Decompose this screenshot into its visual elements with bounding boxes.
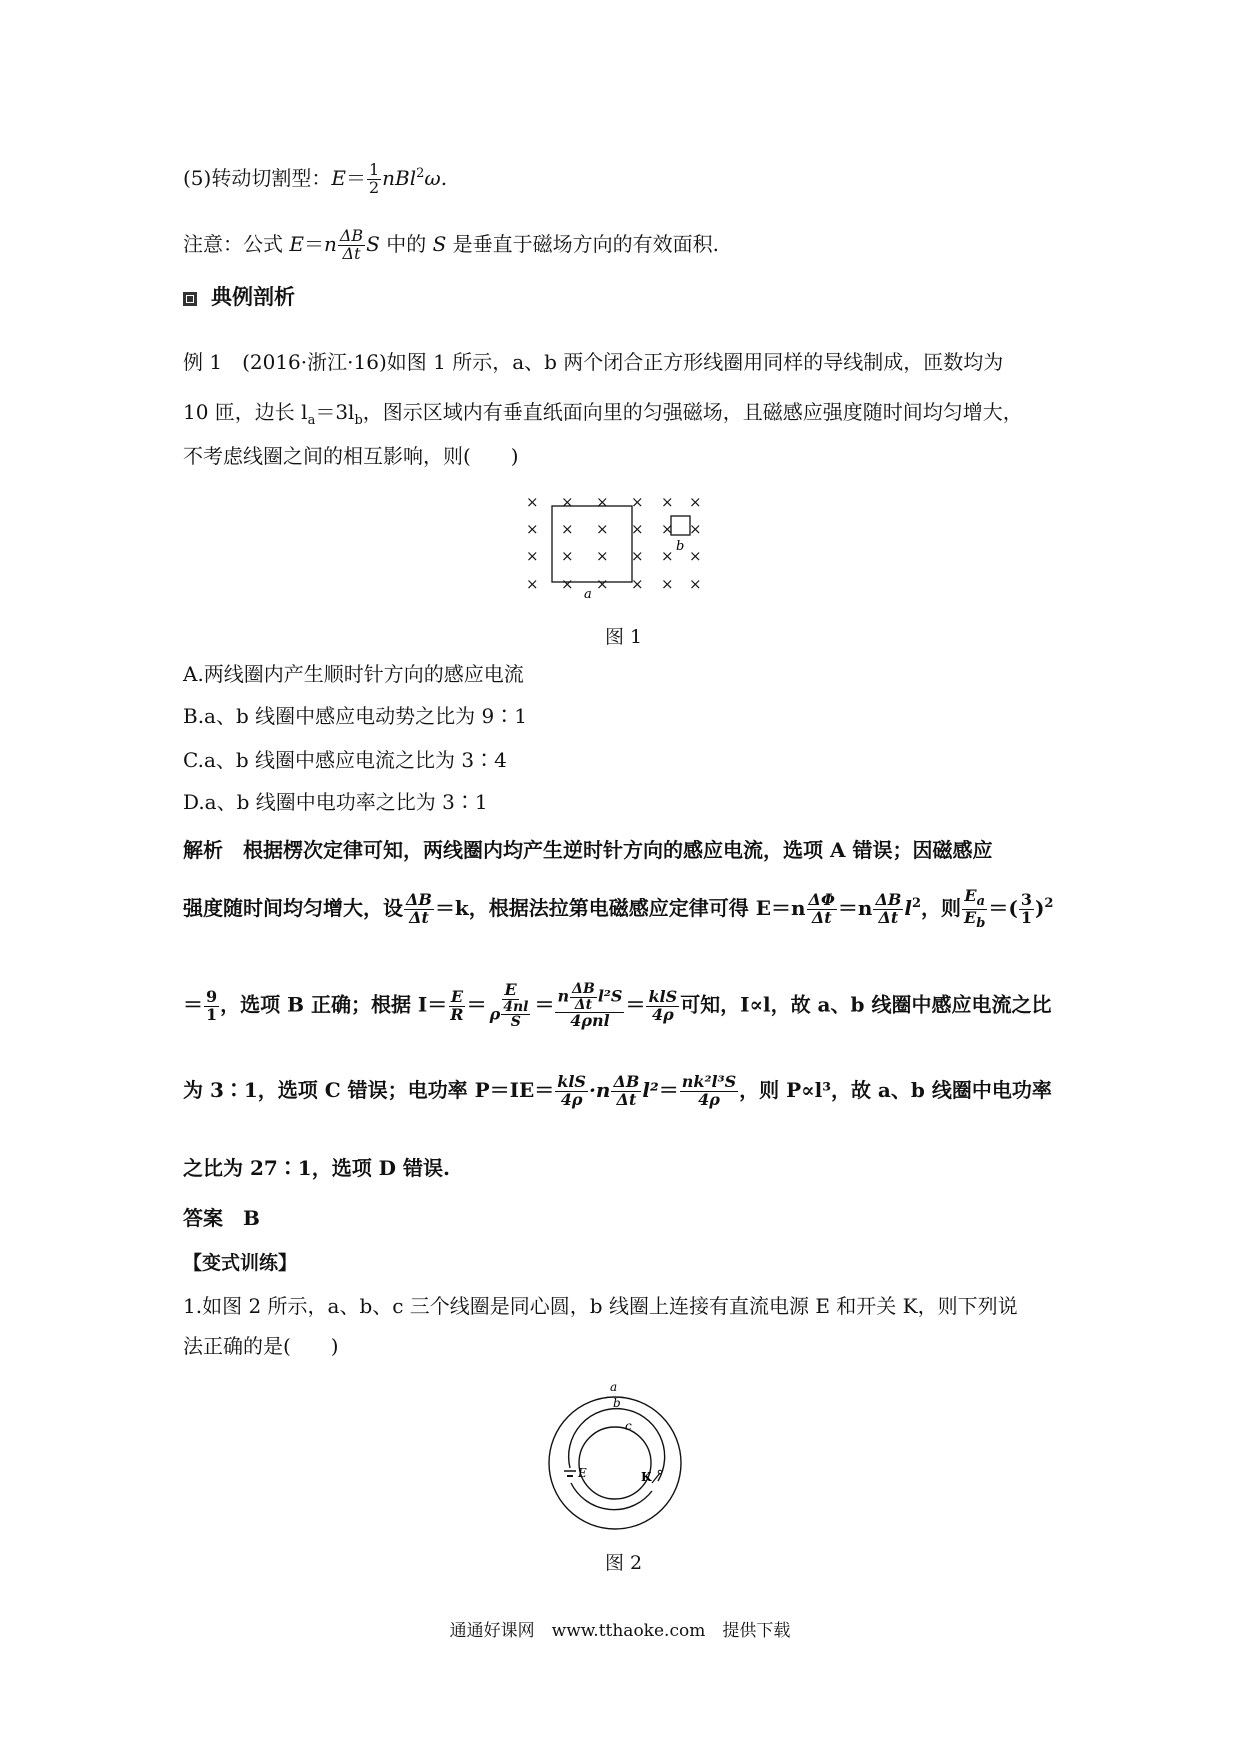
coil-c-circle xyxy=(579,1427,651,1499)
field-cross: × xyxy=(689,575,702,593)
fraction-Ea-Eb xyxy=(962,888,987,931)
fraction-numerator xyxy=(555,982,624,1013)
coil-c-label: c xyxy=(625,1419,632,1433)
fraction-numerator: ΔΦ xyxy=(808,890,835,910)
fraction-dphi-dt xyxy=(807,892,837,927)
field-cross: × xyxy=(631,493,644,511)
fraction-denominator: 4ρ xyxy=(560,1089,583,1109)
figure-2-caption: 图 2 xyxy=(605,1552,643,1574)
note-s: S xyxy=(366,231,380,256)
field-cross: × xyxy=(561,520,574,538)
analysis-4-a: 为 3∶1，选项 C 错误；电功率 P＝IE＝ xyxy=(183,1077,555,1102)
coil-a-label: a xyxy=(610,1380,618,1394)
fraction-klS-4rho-2 xyxy=(555,1074,588,1109)
fraction-denominator: 4ρ xyxy=(651,1004,674,1024)
analysis-2-l: l xyxy=(904,895,912,920)
analysis-line-2 xyxy=(183,888,1053,931)
figure-1-caption: 图 1 xyxy=(605,626,643,648)
analysis-2-sup: 2 xyxy=(912,896,922,912)
analysis-line-5: 之比为 27∶1，选项 D 错误. xyxy=(183,1156,450,1180)
field-cross: × xyxy=(526,520,539,538)
example-1-line-1: 例 1 (2016·浙江·16)如图 1 所示，a、b 两个闭合正方形线圈用同样的导线制成，匝数均为 xyxy=(183,350,1004,374)
field-cross: × xyxy=(661,493,674,511)
note-lhs: E xyxy=(289,231,304,256)
Eb-sub: b xyxy=(976,916,986,932)
formula-5-fraction xyxy=(367,162,381,197)
fraction-numerator: 4nl xyxy=(503,998,529,1015)
eq-sign: ＝ xyxy=(625,992,646,1017)
analysis-2-mid: ＝k，根据法拉第电磁感应定律可得 E＝n xyxy=(434,895,806,920)
example-1-sub-a: a xyxy=(307,413,316,428)
note-prefix: 注意：公式 xyxy=(183,231,290,256)
fraction-dB-dt-3 xyxy=(611,1074,641,1109)
note-suffix-1: 中的 xyxy=(379,231,433,256)
fraction-numerator: ΔB xyxy=(875,890,902,910)
field-cross: × xyxy=(561,575,574,593)
rho: ρ xyxy=(489,1004,501,1024)
switch-K-label: K xyxy=(641,1470,652,1484)
fraction-4nl-S xyxy=(501,1000,530,1030)
l2S: l²S xyxy=(597,986,623,1006)
field-cross: × xyxy=(526,575,539,593)
example-1-line-3: 不考虑线圈之间的相互影响，则( ) xyxy=(183,444,519,468)
fraction-numerator: ΔB xyxy=(613,1072,640,1091)
section-heading xyxy=(183,286,295,307)
field-cross: × xyxy=(661,520,674,538)
fraction-numerator: ΔB xyxy=(406,890,432,910)
option-b: B.a、b 线圈中感应电动势之比为 9∶1 xyxy=(183,704,527,728)
field-cross: × xyxy=(596,520,609,538)
option-c: C.a、b 线圈中感应电流之比为 3∶4 xyxy=(183,748,507,772)
analysis-line-3 xyxy=(183,982,1051,1030)
eq-sign: ＝ xyxy=(658,1077,679,1102)
note-line xyxy=(183,228,719,263)
Ea-sub: a xyxy=(976,894,986,910)
fraction-E-R xyxy=(448,986,465,1024)
fraction-dB-dt xyxy=(404,892,434,927)
field-cross: × xyxy=(596,493,609,511)
fraction-denominator: 4ρnl xyxy=(570,1011,610,1031)
example-1-line-2a: 10 匝，边长 l xyxy=(183,400,308,424)
coil-b-lower-arc xyxy=(571,1483,652,1510)
exercise-1-line-1: 1.如图 2 所示，a、b、c 三个线圈是同心圆，b 线圈上连接有直流电源 E 和开关 K，则下列说 xyxy=(183,1294,1018,1318)
fraction-numerator: klS xyxy=(557,1072,586,1091)
coil-a-label: a xyxy=(584,587,592,602)
field-cross: × xyxy=(596,547,609,565)
fraction-numerator: E xyxy=(504,980,517,999)
formula-5-sup: 2 xyxy=(416,166,425,182)
field-cross: × xyxy=(631,547,644,565)
fraction-ndB-4rhonl xyxy=(555,982,624,1030)
fraction-denominator: 4ρ xyxy=(698,1089,720,1109)
n-letter: n xyxy=(557,986,570,1006)
coil-b-label: b xyxy=(613,1396,621,1410)
analysis-2-mid4: ，则 xyxy=(921,895,962,920)
fraction-denominator xyxy=(488,1000,534,1030)
fraction-E-rho-4nl-S xyxy=(488,982,534,1030)
section-box-icon xyxy=(183,292,197,306)
analysis-3-eq: ＝ xyxy=(183,992,203,1017)
analysis-3-b: 可知，I∝l，故 a、b 线圈中感应电流之比 xyxy=(680,992,1052,1017)
battery-E-label: E xyxy=(578,1466,587,1480)
fraction-9-1 xyxy=(204,986,219,1024)
fraction-3-1 xyxy=(1019,892,1034,927)
field-cross: × xyxy=(661,547,674,565)
field-cross: × xyxy=(689,547,702,565)
analysis-4-b: ，则 P∝l³，故 a、b 线圈中电功率 xyxy=(739,1077,1052,1102)
fraction-denominator: Δt xyxy=(616,1089,637,1109)
eq-sign: ＝ xyxy=(534,992,555,1017)
note-s2: S xyxy=(432,231,447,256)
fraction-numerator: E xyxy=(450,986,464,1006)
fraction-numerator: 1 xyxy=(368,160,380,179)
fraction-numerator: 3 xyxy=(1020,890,1032,910)
Ea-letter: E xyxy=(964,886,977,905)
fraction-denominator xyxy=(962,907,987,932)
analysis-2-mid2: ＝n xyxy=(837,895,873,920)
analysis-4-dot: ·n xyxy=(588,1077,611,1102)
option-a: A.两线圈内产生顺时针方向的感应电流 xyxy=(183,662,524,686)
figure-1-diagram xyxy=(518,484,738,602)
fraction-numerator: nk²l³S xyxy=(681,1072,737,1091)
analysis-4-l2: l² xyxy=(642,1077,659,1102)
fraction-numerator: ΔB xyxy=(339,226,364,245)
field-cross: × xyxy=(526,493,539,511)
field-cross: × xyxy=(596,575,609,593)
switch-lever xyxy=(652,1473,660,1483)
formula-5-rest: nBl xyxy=(382,165,417,190)
analysis-2-tail2: ) xyxy=(1034,895,1045,920)
field-cross: × xyxy=(631,520,644,538)
exercise-1-line-2: 法正确的是( ) xyxy=(183,1334,339,1358)
fraction-numerator: ΔB xyxy=(572,981,595,997)
fraction-denominator: R xyxy=(450,1004,464,1024)
fraction-denominator: 1 xyxy=(206,1004,218,1024)
fraction-denominator: Δt xyxy=(811,907,832,927)
formula-5-lhs: E xyxy=(331,165,346,190)
page-footer: 通通好课网 www.tthaoke.com 提供下载 xyxy=(449,1621,791,1641)
fraction-denominator: Δt xyxy=(878,907,899,927)
formula-5-line xyxy=(183,162,447,197)
Eb-letter: E xyxy=(964,907,977,927)
field-cross: × xyxy=(561,547,574,565)
answer-line: 答案 B xyxy=(183,1206,260,1230)
fraction-nk2l3S-4rho xyxy=(680,1074,738,1109)
fraction-dB-dt-2 xyxy=(873,892,903,927)
analysis-2-prefix: 强度随时间均匀增大，设 xyxy=(183,895,403,920)
formula-5-prefix: (5)转动切割型： xyxy=(183,165,332,190)
coil-b xyxy=(671,516,690,535)
example-1-line-2b: ＝3l xyxy=(315,400,355,424)
fraction-denominator: S xyxy=(510,1014,521,1031)
fraction-denominator: Δt xyxy=(409,907,429,927)
fraction-numerator xyxy=(962,888,987,910)
coil-b-label: b xyxy=(676,539,685,554)
note-eq: ＝ xyxy=(303,231,324,256)
analysis-line-4 xyxy=(183,1074,1052,1109)
fraction-numerator: klS xyxy=(648,986,678,1006)
field-cross: × xyxy=(661,575,674,593)
fraction-denominator: 1 xyxy=(1020,907,1032,927)
analysis-2-tail: ＝( xyxy=(988,895,1018,920)
fraction-numerator: 9 xyxy=(206,986,218,1006)
fraction-denominator: Δt xyxy=(574,996,593,1013)
section-heading-text: 典例剖析 xyxy=(211,284,295,309)
example-1-sub-b: b xyxy=(354,413,363,428)
formula-5-eq: ＝ xyxy=(345,165,366,190)
field-cross: × xyxy=(526,547,539,565)
note-n: n xyxy=(323,231,337,256)
fraction-dB-dt-inner xyxy=(570,982,597,1012)
option-d: D.a、b 线圈中电功率之比为 3∶1 xyxy=(183,790,488,814)
variant-heading: 【变式训练】 xyxy=(183,1252,298,1274)
fraction-denominator: 2 xyxy=(368,177,380,197)
fraction-denominator: Δt xyxy=(342,243,361,263)
field-cross: × xyxy=(561,493,574,511)
analysis-2-sup2: 2 xyxy=(1044,896,1054,912)
eq-sign: ＝ xyxy=(466,992,487,1017)
field-cross: × xyxy=(689,520,702,538)
field-cross: × xyxy=(689,493,702,511)
figure-2-diagram xyxy=(540,1373,690,1538)
coil-a xyxy=(552,506,632,582)
formula-5-tail: ω. xyxy=(424,165,448,190)
field-cross: × xyxy=(631,575,644,593)
analysis-3-a: ，选项 B 正确；根据 I＝ xyxy=(220,992,448,1017)
note-suffix-2: 是垂直于磁场方向的有效面积. xyxy=(446,231,720,256)
example-1-line-2c: ，图示区域内有垂直纸面向里的匀强磁场，且磁感应强度随时间均匀增大， xyxy=(362,400,1023,424)
note-fraction xyxy=(338,228,365,263)
example-1-line-2 xyxy=(183,402,1023,427)
analysis-line-1: 解析 根据楞次定律可知，两线圈内均产生逆时针方向的感应电流，选项 A 错误；因磁感应 xyxy=(183,838,993,862)
fraction-klS-4rho xyxy=(646,986,679,1024)
